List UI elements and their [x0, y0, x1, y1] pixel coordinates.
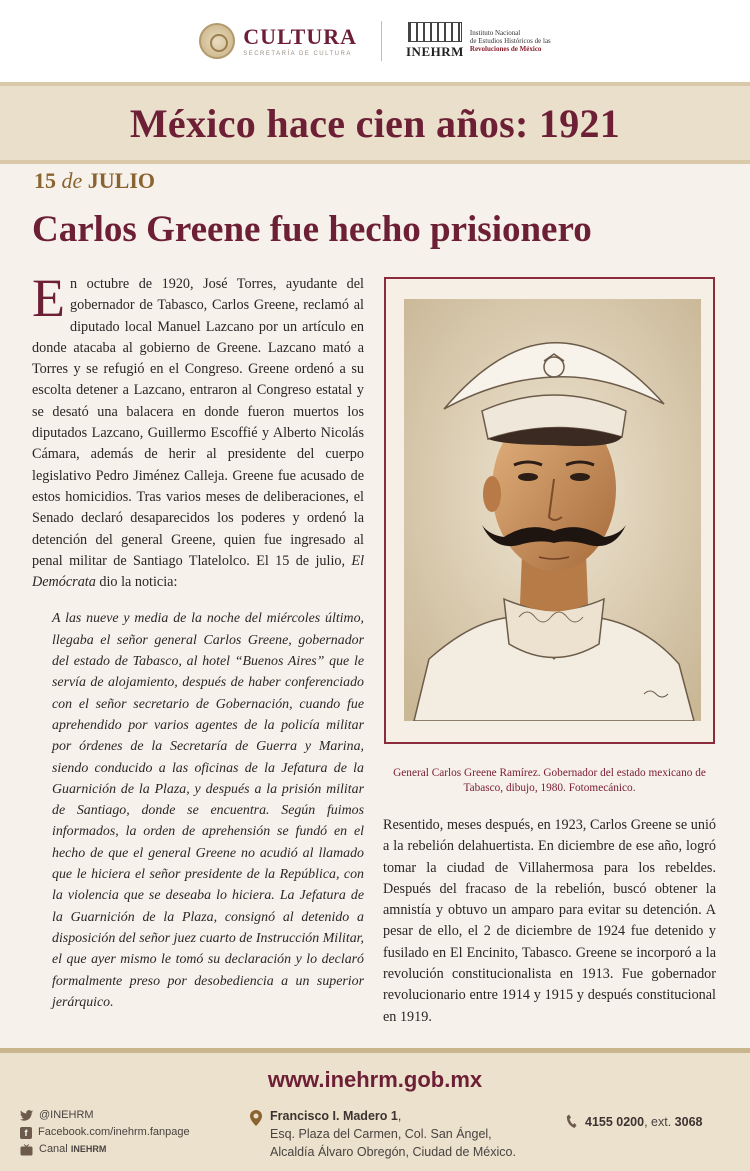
newspaper-quote: A las nueve y media de la noche del miércoles último, llegaba el señor general Carlos Greene, gobernador del estado de Tabasco, al hotel “Buenos Aires” que le servía de alojamiento, después de haber conferenciado con el señor secretario de Gobernación, cuando fue aprehendido por varios agentes de la policía militar por órdenes de la Secretaría de Guerra y Marina, siendo conducido a las oficinas de la Jefatura de la Guarnición de la Plaza, y después a la prisión militar de Santiago, donde se encuentra. Según fuimos informados, la orden de aprehensión se fundó en el hecho de que el general Greene no acudió al llamado que le hiciera el señor presidente de la República, con la violencia que se deseaba lo hiciera. La Jefatura de la Guarnición de la Plaza, consignó al detenido a disposición del señor juez cuarto de Instrucción Militar, el que ayer mismo le tomó su declaración y lo declaró formalmente preso por desobediencia a un superior jerárquico. — [52, 611, 364, 1010]
social-links — [20, 1107, 190, 1158]
channel-link[interactable]: Canal INEHRM — [20, 1141, 190, 1158]
twitter-icon — [20, 1110, 33, 1121]
address-block: Francisco I. Madero 1, Esq. Plaza del Carmen, Col. San Ángel, Alcaldía Álvaro Obregón, Ciudad de México. — [250, 1107, 516, 1161]
date-de: de — [61, 168, 83, 193]
address-line-2: Esq. Plaza del Carmen, Col. San Ángel, — [270, 1127, 492, 1141]
page-footer — [0, 1048, 750, 1171]
address-line-3: Alcaldía Álvaro Obregón, Ciudad de México. — [270, 1145, 516, 1159]
address-street: Francisco I. Madero 1 — [270, 1109, 398, 1123]
cultura-wordmark: CULTURA — [243, 23, 357, 49]
cultura-subtitle: SECRETARÍA DE CULTURA — [243, 50, 352, 57]
article-left-column — [32, 268, 365, 1013]
drop-cap: E — [32, 268, 65, 328]
tv-icon — [20, 1144, 33, 1156]
page-header — [0, 0, 750, 82]
date-day: 15 — [34, 168, 56, 193]
cultura-logo — [199, 23, 357, 59]
twitter-link[interactable]: @INEHRM — [20, 1107, 190, 1124]
portrait-image — [404, 299, 701, 721]
phone-link[interactable]: 4155 0200, ext. 3068 — [566, 1114, 702, 1129]
national-seal-icon — [199, 23, 235, 59]
facebook-icon: f — [20, 1127, 32, 1139]
website-link[interactable]: www.inehrm.gob.mx — [267, 1067, 483, 1092]
portrait-frame — [384, 277, 715, 744]
inehrm-fullname: Instituto Nacional de Estudios Históricos de las Revoluciones de México — [469, 29, 551, 53]
inehrm-wordmark: INEHRM — [406, 44, 464, 59]
series-title: México hace cien años: 1921 — [129, 100, 621, 146]
date-month: JULIO — [87, 168, 156, 193]
title-band — [0, 82, 750, 164]
article-paragraph-1: En octubre de 1920, José Torres, ayudante del gobernador de Tabasco, Carlos Greene, reclamó al diputado local Manuel Lazcano por un artículo en donde atacaba al gobierno de Greene. Lazcano mató a Torres y se refugió en el Congreso. Greene ordenó a su escolta detener a Lazcano, entraron al Congreso estatal y se desató una balacera en donde fueron muertos los diputados Lazcano, Guillermo Escoffié y Alberto Nicolás Cámara, además de herir al presidente del cuerpo legislativo Pedro Jiménez Calleja. Greene fue acusado de estos homicidios. Tras varios meses de deliberaciones, el Senado declaró desaparecidos los poderes y ordenó la detención del general Greene, quien fue ingresado al penal militar de Santiago Tlatelolco. El 15 de julio, El Demócrata dio la noticia: — [32, 268, 365, 591]
header-divider — [381, 21, 382, 61]
phone-icon — [566, 1114, 577, 1129]
map-pin-icon — [250, 1110, 262, 1126]
portrait-caption: General Carlos Greene Ramírez. Gobernador del estado mexicano de Tabasco, dibujo, 1980. Fotomecánico. — [393, 767, 706, 794]
date-line — [34, 168, 155, 194]
building-icon — [408, 22, 462, 42]
newspaper-name: El Demócrata — [32, 552, 365, 591]
article-right-column — [383, 815, 716, 1028]
article-headline: Carlos Greene fue hecho prisionero — [32, 209, 592, 250]
article-paragraph-2: Resentido, meses después, en 1923, Carlos Greene se unió a la rebelión delahuertista. En diciembre de ese año, logró tomar la ciudad de Villahermosa para los rebeldes. Después del fracaso de la rebelión, buscó obtener la amnistía y obtuvo un amparo para evitar su detención. A pesar de ello, el 2 de diciembre de 1924 fue detenido y fusilado en El Encinito, Tabasco. Greene se incorporó a la revolución constitucionalista en 1913. Fue gobernador revolucionario entre 1914 y 1915 y después constitucional en 1919. — [383, 817, 716, 1025]
facebook-link[interactable]: f Facebook.com/inehrm.fanpage — [20, 1124, 190, 1141]
inehrm-logo — [406, 22, 551, 60]
